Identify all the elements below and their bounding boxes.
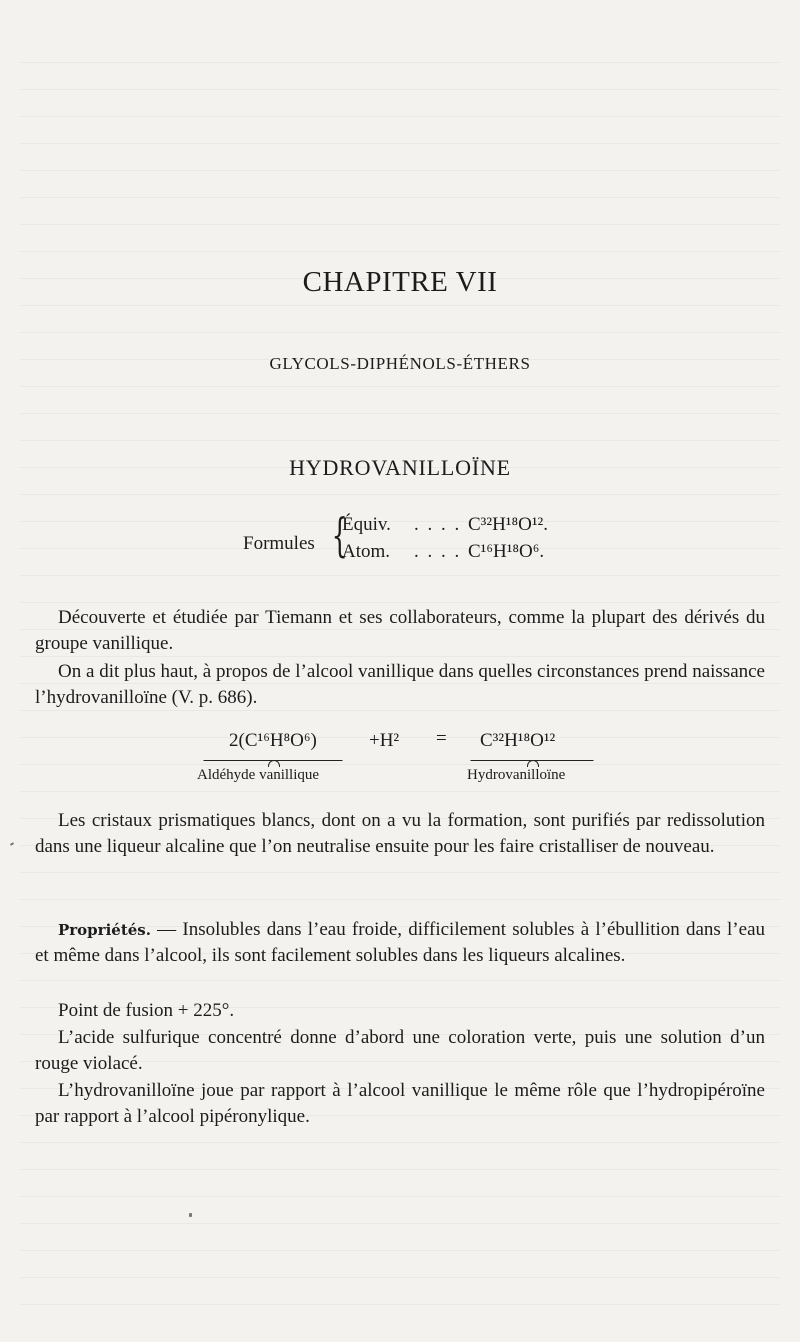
product-name: Hydrovanilloïne [467, 767, 566, 783]
paragraph-comparison: L’hydrovanilloïne joue par rapport à l’alcool vanillique le même rôle que l’hydropipéroïne par rapport à l’alcool pipéronylique. [35, 1080, 765, 1127]
reaction-equation [0, 726, 800, 792]
properties-text: — Insolubles dans l’eau froide, difficilement solubles à l’ébullition dans l’eau et même dans l’alcool, ils sont facilement solubles dans les liqueurs alcalines. [35, 919, 765, 966]
reactant-name: Aldéhyde vanillique [197, 767, 320, 783]
equation-plus-hydrogen: +H² [369, 730, 400, 751]
section-heading: GLYCOLS-DIPHÉNOLS-ÉTHERS [269, 354, 531, 373]
leader-dots: . . . . [414, 514, 462, 535]
leader-dots: . . . . [414, 541, 462, 562]
ink-speck [189, 1213, 192, 1217]
curly-brace-icon: { [331, 508, 348, 562]
formula-label: Formules [243, 533, 315, 554]
formula-value: C¹⁶H¹⁸O⁶. [468, 541, 545, 562]
paragraph-melting-point: Point de fusion + 225°. [58, 1000, 235, 1021]
formula-notation-name: Équiv. [342, 514, 391, 535]
paragraph-crystals: Les cristaux prismatiques blancs, dont on a vu la formation, sont purifiés par redissolution dans une liqueur alcaline que l’on neutralise ensuite pour les faire cristalliser de nouveau. [35, 810, 765, 857]
paragraph-properties [35, 917, 765, 969]
formula-notation-name: Atom. [342, 541, 391, 562]
compound-heading: HYDROVANILLOÏNE [289, 455, 511, 480]
paragraph-origin: On a dit plus haut, à propos de l’alcool vanillique dans quelles circonstances prend naissance l’hydrovanilloïne (V. p. 686). [35, 661, 765, 708]
properties-label: Propriétés. [58, 921, 151, 939]
equation-reactant: 2(C¹⁶H⁸O⁶) [229, 730, 317, 751]
paragraph-discovery: Découverte et étudiée par Tiemann et ses collaborateurs, comme la plupart des dérivés du groupe vanillique. [35, 607, 765, 654]
equation-product: C³²H¹⁸O¹² [480, 730, 556, 751]
paragraph-sulfuric-acid: L’acide sulfurique concentré donne d’abord une coloration verte, puis une solution d’un rouge violacé. [35, 1027, 765, 1074]
formula-value: C³²H¹⁸O¹². [468, 514, 548, 535]
formula-block [0, 508, 800, 578]
formula-row-equivalent [342, 514, 548, 536]
ink-speck [10, 842, 14, 846]
equation-equals: = [436, 728, 447, 749]
chapter-heading: CHAPITRE VII [302, 266, 498, 298]
formula-row-atomic [342, 541, 544, 563]
